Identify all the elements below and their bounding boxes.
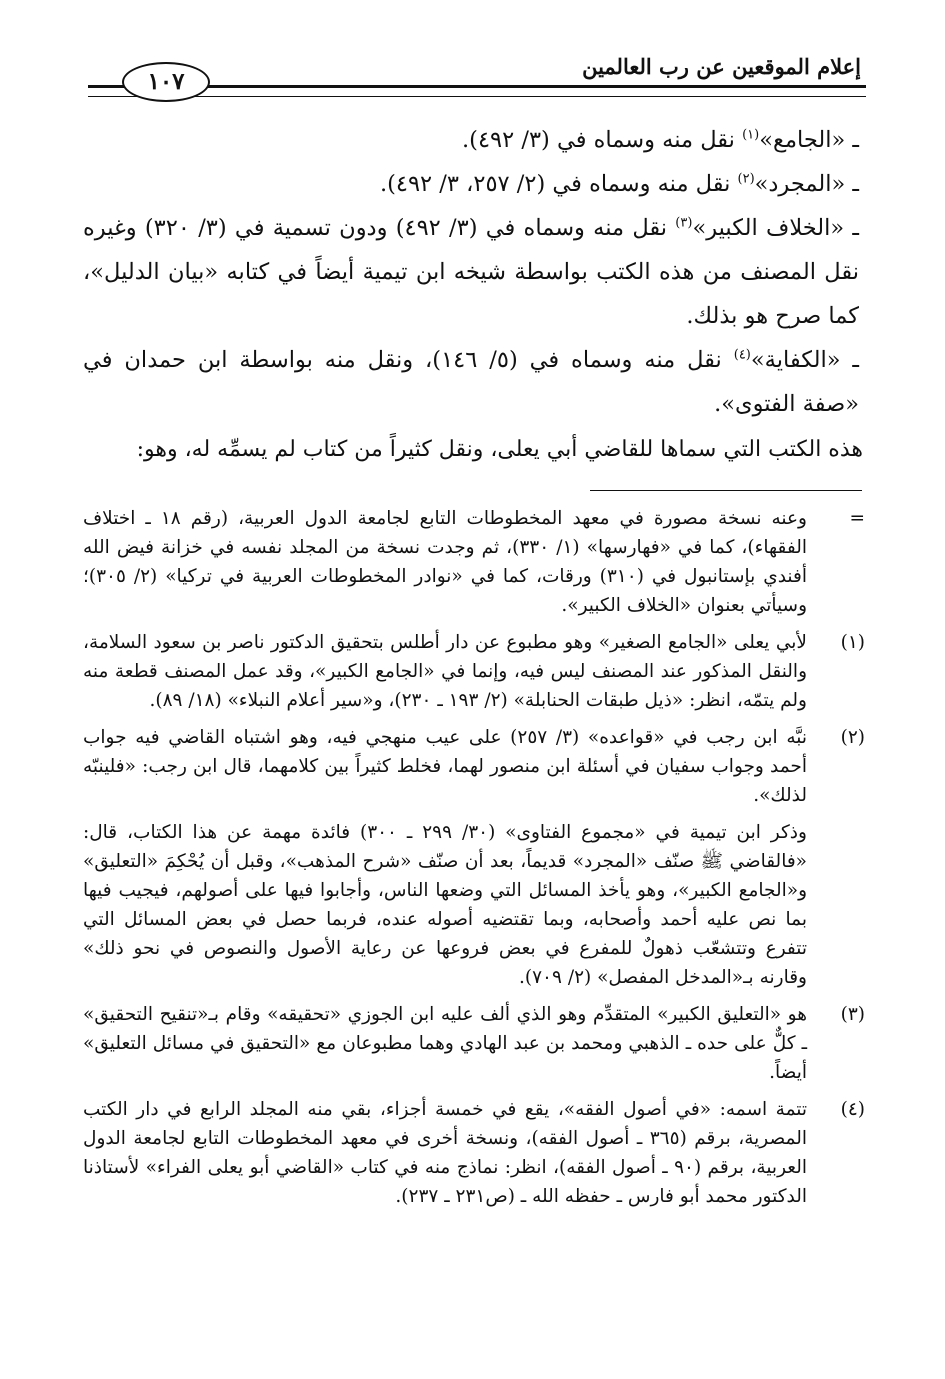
book-title: «الكفاية» — [750, 347, 841, 373]
footnote-ref: (٢) — [737, 171, 755, 187]
footnote-separator — [590, 490, 862, 491]
footnote-number: (٢) — [840, 727, 865, 748]
footnote-text: تتمة اسمه: «في أصول الفقه»، يقع في خمسة أجزاء، بقي منه المجلد الرابع في دار الكتب المصرية، برقم (٣٦٥ ـ أصول الفقه)، ونسخة أخرى في معهد المخطوطات التابع لجامعة الدول العربية، برقم (٩٠ ـ أصول الفقه)، انظر: نماذج منه في كتاب «القاضي أبو يعلى الفراء» لأستاذنا الدكتور محمد أبو فارس ـ حفظه الله ـ (ص٢٣١ ـ ٢٣٧). — [83, 1099, 807, 1207]
running-title: إعلام الموقعين عن رب العالمين — [582, 54, 861, 79]
footnote-ref: (٤) — [733, 347, 751, 363]
item-text: نقل منه وسماه في (٣/ ٤٩٢) ودون تسمية في (٣/ ٣٢٠) وغيره نقل المصنف من هذه الكتب بواسطة شيخه ابن تيمية أيضاً في كتابه «بيان الدليل»، كما صرح هو بذلك. — [83, 215, 859, 329]
list-item — [83, 162, 863, 206]
footnote-number: (١) — [840, 632, 865, 653]
footnote-4 — [83, 1095, 865, 1211]
footnote-2 — [83, 723, 865, 992]
footnote-text: هو «التعليق الكبير» المتقدِّم وهو الذي ألف عليه ابن الجوزي «تحقيقه» وقام بـ«تنقيح التحقيق» ـ كلٌّ على حده ـ الذهبي ومحمد بن عبد الهادي وهما مطبوعان مع «التحقيق في مسائل التعليق» أيضاً. — [83, 1004, 807, 1083]
footnote-number: (٤) — [840, 1099, 865, 1120]
footnote-ref: (١) — [742, 127, 760, 143]
footnote-text: وعنه نسخة مصورة في معهد المخطوطات التابع لجامعة الدول العربية، (رقم ١٨ ـ اختلاف الفقهاء)، كما في «فهارسها» (١/ ٣٣٠)، ثم وجدت نسخة من المجلد نفسه في خزانة فيض الله أفندي بإستانبول في (٣١٠) ورقات، كما في «نوادر المخطوطات العربية في تركيا» (٢/ ٣٠٥)؛ وسيأتي بعنوان «الخلاف الكبير». — [83, 508, 807, 616]
footnote-text: لأبي يعلى «الجامع الصغير» وهو مطبوع عن دار أطلس بتحقيق الدكتور ناصر بن سعود السلامة، والنقل المذكور عند المصنف ليس فيه، وإنما في «الجامع الكبير»، وقد عمل المصنف قطعة منه ولم يتمّه، انظر: «ذيل طبقات الحنابلة» (٢/ ١٩٣ ـ ٢٣٠)، و«سير أعلام النبلاء» (١٨/ ٨٩). — [83, 632, 807, 711]
list-item — [83, 206, 863, 338]
item-text: نقل منه وسماه في (٣/ ٤٩٢). — [462, 127, 743, 153]
item-text: نقل منه وسماه في (٥/ ١٤٦)، ونقل منه بواسطة ابن حمدان في «صفة الفتوى». — [83, 347, 859, 417]
footnote-ref: (٣) — [675, 215, 693, 231]
item-dash: ـ — [840, 347, 860, 373]
main-text — [83, 118, 863, 472]
footnote-text: وذكر ابن تيمية في «مجموع الفتاوى» (٣٠/ ٢٩٩ ـ ٣٠٠) فائدة مهمة عن هذا الكتاب، قال: «فالقاضي ﷺ صنّف «المجرد» قديماً، بعد أن صنّف «شرح المذهب»، وقبل أن يُحْكِمَ «التعليق» و«الجامع الكبير»، وهو يأخذ المسائل التي وضعها الناس، وأجابوا فيها على أصولهم، فيجيب فيها بما نص عليه أحمد وأصحابه، وبما تقتضيه أصوله عنده، فربما حصل في بعض المسائل التي تتفرع وتتشعّب ذهولٌ للمفرع في بعض فروعها عن رعاية الأصول والنصوص في نحو ذلك» وقارنه بـ«المدخل المفصل» (٢/ ٧٠٩). — [83, 822, 807, 988]
closing-sentence: هذه الكتب التي سماها للقاضي أبي يعلى، ونقل كثيراً من كتاب لم يسمِّه له، وهو: — [136, 437, 863, 462]
item-dash: ـ — [845, 127, 859, 153]
item-dash: ـ — [845, 171, 859, 197]
book-title: «الجامع» — [759, 127, 846, 153]
footnote-number: = — [849, 508, 865, 529]
footnote-text: نبَّه ابن رجب في «قواعده» (٣/ ٢٥٧) على عيب منهجي فيه، وهو اشتباه القاضي فيه جواب أحمد وجواب سفيان في أسئلة ابن منصور لهما، فخلط كثيراً بين كلامهما، قال ابن رجب: «فلينبّه لذلك». — [83, 727, 807, 806]
footnotes — [83, 504, 865, 1219]
item-text: نقل منه وسماه في (٢/ ٢٥٧، ٣/ ٤٩٢). — [379, 171, 738, 197]
book-title: «الخلاف الكبير» — [692, 215, 845, 241]
item-dash: ـ — [844, 215, 860, 241]
footnote-continuation — [83, 504, 865, 620]
book-title: «المجرد» — [754, 171, 846, 197]
footnote-number: (٣) — [840, 1004, 865, 1025]
list-item — [83, 338, 863, 426]
list-item — [83, 118, 863, 162]
footnote-1 — [83, 628, 865, 715]
footnote-3 — [83, 1000, 865, 1087]
page-number: ١٠٧ — [122, 62, 210, 102]
